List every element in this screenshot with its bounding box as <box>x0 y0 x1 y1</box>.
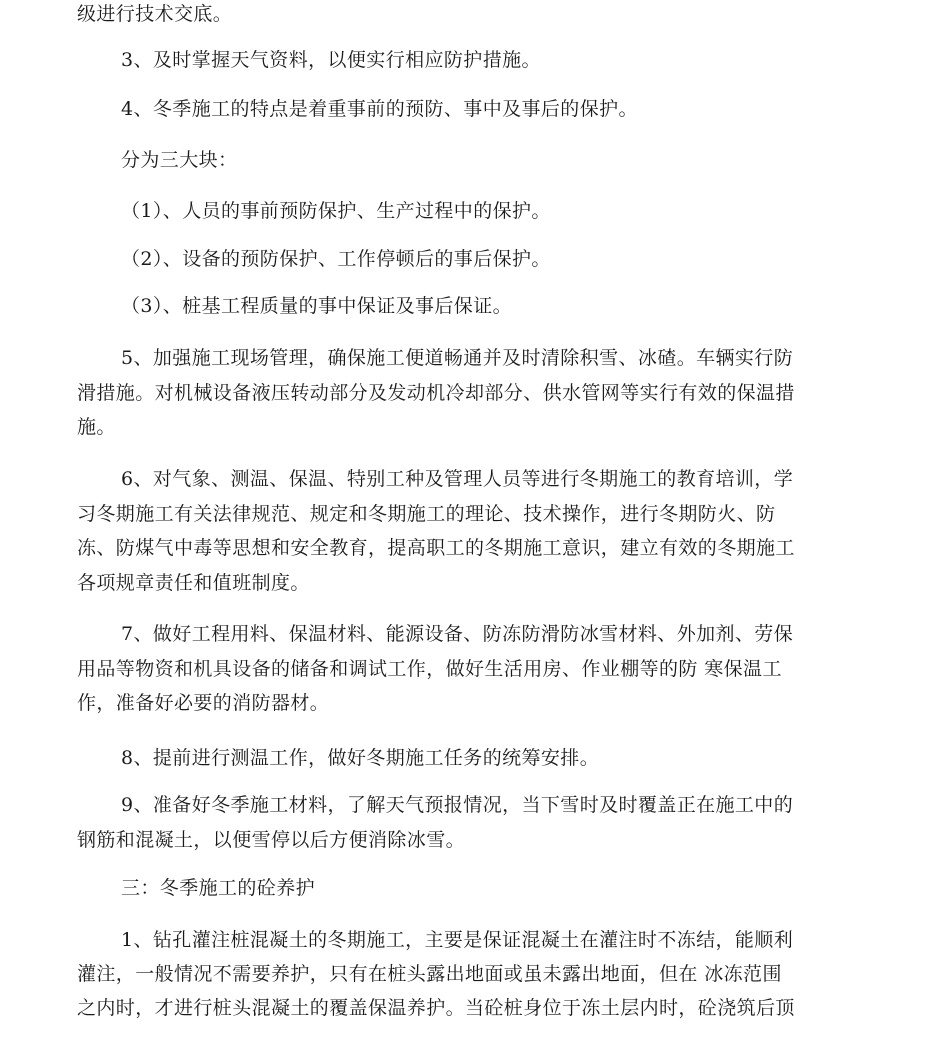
text-line: 滑措施。对机械设备液压转动部分及发动机冷却部分、供水管网等实行有效的保温措 <box>77 382 795 404</box>
text-line: （1）、人员的事前预防保护、生产过程中的保护。 <box>121 200 551 222</box>
text-line: 分为三大块： <box>121 149 238 171</box>
text-line: 级进行技术交底。 <box>77 3 233 25</box>
text-line: 作，准备好必要的消防器材。 <box>77 692 330 714</box>
text-line: 用品等物资和机具设备的储备和调试工作，做好生活用房、作业棚等的防 寒保温工 <box>77 658 782 680</box>
text-line: 1、钻孔灌注桩混凝土的冬期施工，主要是保证混凝土在灌注时不冻结，能顺利 <box>121 929 794 951</box>
text-line: 各项规章责任和值班制度。 <box>77 572 310 594</box>
text-line: 9、准备好冬季施工材料，了解天气预报情况，当下雪时及时覆盖正在施工中的 <box>121 794 794 816</box>
text-line: 4、冬季施工的特点是着重事前的预防、事中及事后的保护。 <box>121 98 638 120</box>
text-line: （3）、桩基工程质量的事中保证及事后保证。 <box>121 295 512 317</box>
text-line: 钢筋和混凝土，以便雪停以后方便消除冰雪。 <box>77 829 466 851</box>
text-line: 之内时，才进行桩头混凝土的覆盖保温养护。当砼桩身位于冻土层内时，砼浇筑后顶 <box>77 997 795 1019</box>
text-line: 习冬期施工有关法律规范、规定和冬期施工的理论、技术操作，进行冬期防火、防 <box>77 503 776 525</box>
text-line: （2）、设备的预防保护、工作停顿后的事后保护。 <box>121 248 551 270</box>
text-line: 施。 <box>77 416 116 438</box>
text-line: 灌注，一般情况不需要养护，只有在桩头露出地面或虽未露出地面，但在 冰冻范围 <box>77 963 782 985</box>
section-heading: 三：冬季施工的砼养护 <box>121 877 316 899</box>
text-line: 8、提前进行测温工作，做好冬期施工任务的统筹安排。 <box>121 747 600 769</box>
text-line: 冻、防煤气中毒等思想和安全教育，提高职工的冬期施工意识，建立有效的冬期施工 <box>77 537 795 559</box>
text-line: 5、加强施工现场管理，确保施工便道畅通并及时清除积雪、冰碴。车辆实行防 <box>121 347 794 369</box>
text-line: 3、及时掌握天气资料，以便实行相应防护措施。 <box>121 49 541 71</box>
text-line: 6、对气象、测温、保温、特别工种及管理人员等进行冬期施工的教育培训，学 <box>121 468 794 490</box>
text-line: 7、做好工程用料、保温材料、能源设备、防冻防滑防冰雪材料、外加剂、劳保 <box>121 623 794 645</box>
